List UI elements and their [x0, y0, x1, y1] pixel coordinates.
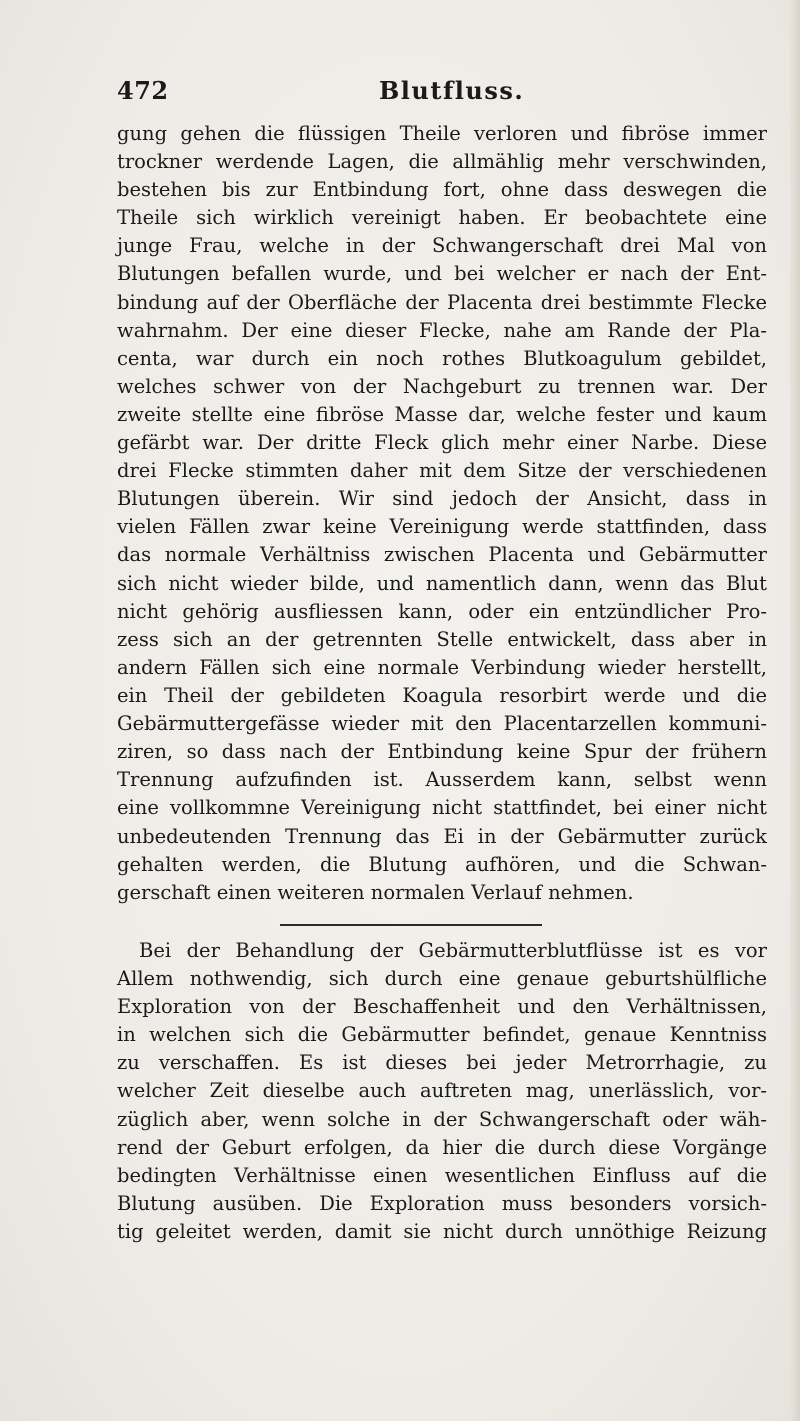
text-line: bestehen bis zur Entbindung fort, ohne dass deswegen die	[117, 178, 767, 202]
text-line: züglich aber, wenn solche in der Schwangerschaft oder wäh-	[117, 1107, 767, 1131]
text-line: ziren, so dass nach der Entbindung keine Spur der frühern	[117, 740, 767, 764]
text-line: gefärbt war. Der dritte Fleck glich mehr einer Narbe. Diese	[117, 431, 767, 455]
text-line: unbedeutenden Trennung das Ei in der Gebärmutter zurück	[117, 824, 767, 848]
text-line: eine vollkommne Vereinigung nicht stattfindet, bei einer nicht	[117, 796, 767, 820]
text-line: Trennung aufzufinden ist. Ausserdem kann, selbst wenn	[117, 768, 767, 792]
page-header	[117, 76, 717, 116]
text-line: bindung auf der Oberfläche der Placenta drei bestimmte Flecke	[117, 290, 767, 314]
section-divider	[280, 924, 542, 926]
text-line: andern Fällen sich eine normale Verbindung wieder herstellt,	[117, 656, 767, 679]
text-line: Allem nothwendig, sich durch eine genaue geburtshülfliche	[117, 967, 767, 991]
text-line: Blutungen befallen wurde, und bei welcher er nach der Ent-	[117, 262, 767, 286]
text-line: trockner werdende Lagen, die allmählig mehr verschwinden,	[117, 150, 767, 174]
text-line: gung gehen die flüssigen Theile verloren und fibröse immer	[117, 122, 767, 145]
paragraph-treatment	[117, 937, 767, 1246]
text-line: Theile sich wirklich vereinigt haben. Er beobachtete eine	[117, 206, 767, 230]
text-line: vielen Fällen zwar keine Vereinigung werde stattfinden, dass	[117, 515, 767, 539]
text-line: zu verschaffen. Es ist dieses bei jeder Metrorrhagie, zu	[117, 1051, 767, 1075]
text-line: nicht gehörig ausfliessen kann, oder ein entzündlicher Pro-	[117, 599, 767, 623]
text-line: drei Flecke stimmten daher mit dem Sitze der verschiedenen	[117, 459, 767, 483]
page-edge	[790, 0, 800, 1421]
text-line: Blutungen überein. Wir sind jedoch der Ansicht, dass in	[117, 487, 767, 511]
text-line: bedingten Verhältnisse einen wesentlichen Einfluss auf die	[117, 1163, 767, 1187]
text-line: welcher Zeit dieselbe auch auftreten mag, unerlässlich, vor-	[117, 1079, 767, 1103]
running-head: Blutfluss.	[379, 76, 525, 105]
text-line: Exploration von der Beschaffenheit und den Verhältnissen,	[117, 995, 767, 1019]
text-line: ein Theil der gebildeten Koagula resorbirt werde und die	[117, 684, 767, 708]
page-number: 472	[117, 76, 169, 105]
paragraph-continuation-part2	[117, 654, 767, 907]
text-line: welches schwer von der Nachgeburt zu trennen war. Der	[117, 374, 767, 398]
text-line: tig geleitet werden, damit sie nicht durch unnöthige Reizung	[117, 1219, 767, 1243]
text-line: zweite stellte eine fibröse Masse dar, welche fester und kaum	[117, 402, 767, 426]
text-line: das normale Verhältniss zwischen Placenta und Gebärmutter	[117, 543, 767, 567]
text-line: sich nicht wieder bilde, und namentlich dann, wenn das Blut	[117, 571, 767, 595]
text-line: gehalten werden, die Blutung aufhören, und die Schwan-	[117, 852, 767, 876]
text-line: rend der Geburt erfolgen, da hier die durch diese Vorgänge	[117, 1135, 767, 1159]
text-line: in welchen sich die Gebärmutter befindet, genaue Kenntniss	[117, 1023, 767, 1047]
text-line: Bei der Behandlung der Gebärmutterblutflüsse ist es vor	[139, 939, 767, 962]
text-line: Blutung ausüben. Die Exploration muss besonders vorsich-	[117, 1191, 767, 1215]
text-line: gerschaft einen weiteren normalen Verlauf nehmen.	[117, 880, 634, 904]
text-line: centa, war durch ein noch rothes Blutkoagulum gebildet,	[117, 346, 767, 370]
text-line: wahrnahm. Der eine dieser Flecke, nahe am Rande der Pla-	[117, 318, 767, 342]
text-line: Gebärmuttergefässe wieder mit den Placentarzellen kommuni-	[117, 712, 767, 736]
text-line: junge Frau, welche in der Schwangerschaft drei Mal von	[117, 234, 767, 258]
paragraph-continuation	[117, 120, 767, 654]
text-line: zess sich an der getrennten Stelle entwickelt, dass aber in	[117, 627, 767, 651]
